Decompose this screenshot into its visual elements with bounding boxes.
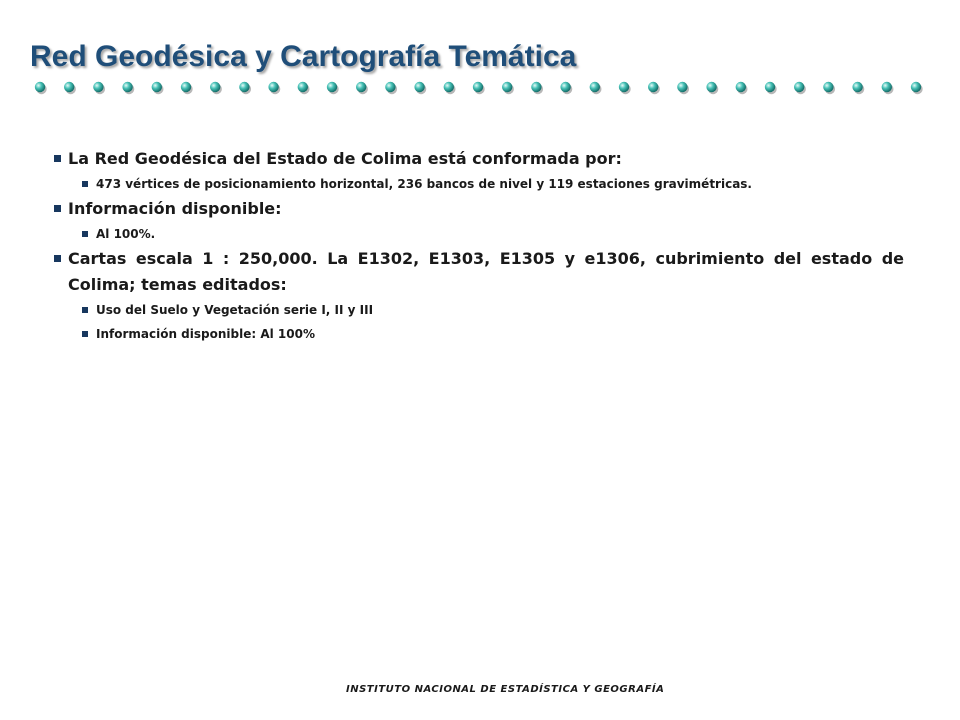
decorative-dot — [590, 82, 600, 92]
square-bullet-icon — [54, 255, 61, 262]
decorative-dot — [64, 82, 74, 92]
sub-bullet-item — [80, 298, 904, 322]
decorative-dot — [210, 82, 220, 92]
decorative-dot — [677, 82, 687, 92]
sub-bullet-text: Uso del Suelo y Vegetación serie I, II y III — [96, 303, 374, 317]
decorative-dot — [560, 82, 570, 92]
decorative-dot — [239, 82, 249, 92]
square-bullet-icon — [82, 307, 88, 313]
bullet-item-informacion — [52, 196, 904, 222]
bullet-text: La Red Geodésica del Estado de Colima está conformada por: — [68, 149, 622, 168]
decorative-dot — [327, 82, 337, 92]
bullet-item-cartas — [52, 246, 904, 298]
decorative-dot — [152, 82, 162, 92]
square-bullet-icon — [82, 231, 88, 237]
slide-title: Red Geodésica y Cartografía Temática — [30, 40, 577, 73]
bullet-text: Cartas escala 1 : 250,000. La E1302, E1303, E1305 y e1306, cubrimiento del estado de Colima; temas editados: — [68, 249, 904, 294]
decorative-dot — [356, 82, 366, 92]
decorative-dot — [35, 82, 45, 92]
decorative-dot — [648, 82, 658, 92]
bullet-item-red-geodesica — [52, 146, 904, 172]
dots-graphic — [30, 78, 930, 98]
decorative-dot — [794, 82, 804, 92]
decorative-dot — [122, 82, 132, 92]
sub-bullet-item — [80, 222, 904, 246]
decorative-dots-row — [30, 78, 930, 98]
decorative-dot — [268, 82, 278, 92]
decorative-dot — [736, 82, 746, 92]
decorative-dot — [531, 82, 541, 92]
sub-bullet-text: Al 100%. — [96, 227, 156, 241]
decorative-dot — [882, 82, 892, 92]
decorative-dot — [823, 82, 833, 92]
square-bullet-icon — [82, 181, 88, 187]
decorative-dot — [619, 82, 629, 92]
bullet-text: Información disponible: — [68, 199, 282, 218]
decorative-dot — [385, 82, 395, 92]
square-bullet-icon — [82, 331, 88, 337]
decorative-dot — [765, 82, 775, 92]
square-bullet-icon — [54, 205, 61, 212]
decorative-dot — [852, 82, 862, 92]
sub-bullet-item — [80, 172, 904, 196]
decorative-dot — [706, 82, 716, 92]
decorative-dot — [473, 82, 483, 92]
sub-bullet-text: Información disponible: Al 100% — [96, 327, 315, 341]
decorative-dot — [181, 82, 191, 92]
decorative-dot — [502, 82, 512, 92]
decorative-dot — [911, 82, 921, 92]
square-bullet-icon — [54, 155, 61, 162]
inegi-logo-text: INSTITUTO NACIONAL DE ESTADÍSTICA Y GEOGRAFÍA — [346, 684, 665, 695]
slide-body — [52, 146, 904, 346]
decorative-dot — [414, 82, 424, 92]
decorative-dot — [444, 82, 454, 92]
decorative-dot — [93, 82, 103, 92]
sub-bullet-text: 473 vértices de posicionamiento horizontal, 236 bancos de nivel y 119 estaciones gravimétricas. — [96, 177, 752, 191]
decorative-dot — [298, 82, 308, 92]
sub-bullet-item — [80, 322, 904, 346]
